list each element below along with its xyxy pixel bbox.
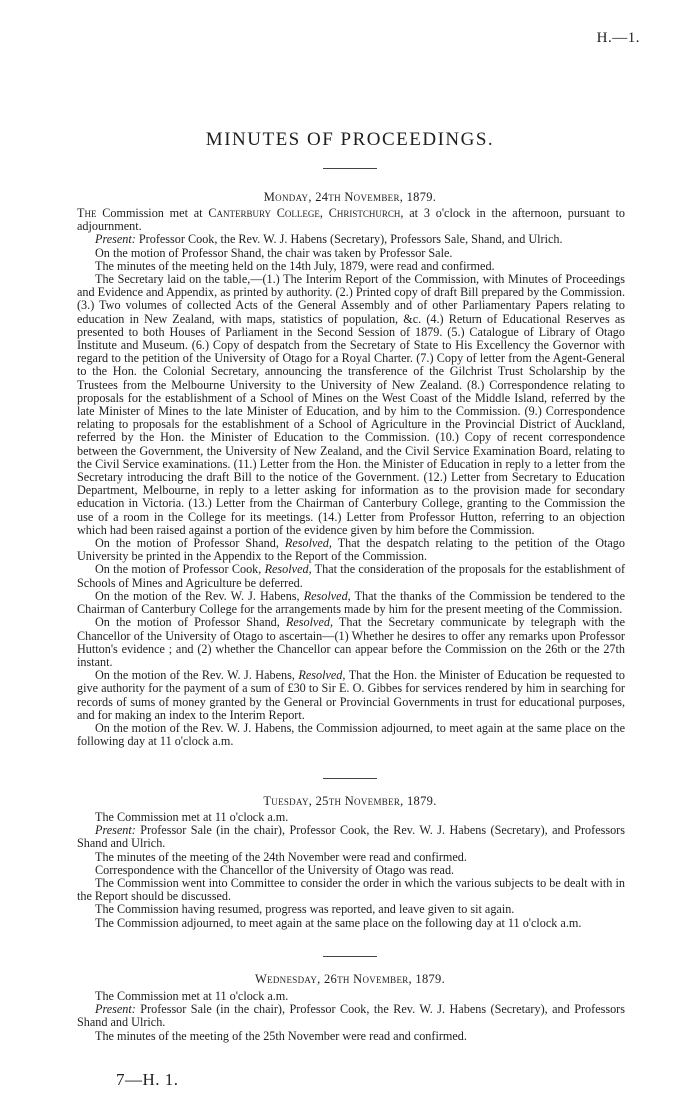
meeting-wednesday-body bbox=[77, 990, 625, 1043]
meeting-date-wednesday: Wednesday, 26th November, 1879. bbox=[254, 972, 446, 986]
section-divider bbox=[323, 778, 377, 779]
page-reference: H.—1. bbox=[596, 30, 640, 46]
adjournment-paragraph: On the motion of the Rev. W. J. Habens, the Commission adjourned, to meet again at the same place on the following day at 11 o'clock a.m. bbox=[77, 720, 625, 749]
minute-paragraph: The minutes of the meeting of the 25th November were read and confirmed. bbox=[95, 1028, 467, 1043]
minute-paragraph: The minutes of the meeting held on the 14th July, 1879, were read and confirmed. bbox=[95, 258, 495, 273]
resolution-paragraph: On the motion of the Rev. W. J. Habens, Resolved, That the Hon. the Minister of Education be requested to give authority for the payment of a sum of £30 to Sir E. O. Gibbes for services rendered by him in searching for records of sums of money granted by the General or Provincial Governments in trust for educational purposes, and for making an index to the Interim Report. bbox=[77, 668, 625, 722]
meeting-tuesday-body bbox=[77, 811, 625, 930]
minute-paragraph: On the motion of Professor Shand, the chair was taken by Professor Sale. bbox=[95, 245, 453, 260]
signature-mark: 7—H. 1. bbox=[116, 1070, 179, 1089]
present-line: Present: Professor Cook, the Rev. W. J. Habens (Secretary), Professors Sale, Shand, and Ulrich. bbox=[95, 232, 563, 247]
resolution-paragraph: On the motion of Professor Shand, Resolved, That the despatch relating to the petition of the Otago University be printed in the Appendix to the Report of the Commission. bbox=[77, 536, 625, 564]
meeting-date-tuesday: Tuesday, 25th November, 1879. bbox=[263, 794, 437, 808]
present-line: Present: Professor Sale (in the chair), Professor Cook, the Rev. W. J. Habens (Secretary), and Professors Shand and Ulrich. bbox=[77, 823, 625, 851]
minute-paragraph: The Commission having resumed, progress was reported, and leave given to sit again. bbox=[95, 902, 515, 917]
section-divider bbox=[323, 956, 377, 957]
minute-paragraph: Correspondence with the Chancellor of the University of Otago was read. bbox=[95, 862, 455, 877]
title-divider bbox=[323, 168, 377, 169]
resolution-paragraph: On the motion of the Rev. W. J. Habens, Resolved, That the thanks of the Commission be tendered to the Chairman of Canterbury College for the arrangements made by him for the present meeting of the Commission. bbox=[77, 588, 625, 617]
page-title: MINUTES OF PROCEEDINGS. bbox=[205, 129, 495, 150]
meeting-opening: The Commission met at Canterbury College, Christchurch, at 3 o'clock in the afternoon, pursuant to adjournment. bbox=[77, 206, 625, 234]
minute-paragraph: The Commission went into Committee to consider the order in which the various subjects to be dealt with in the Report should be discussed. bbox=[77, 876, 625, 904]
resolution-paragraph: On the motion of Professor Shand, Resolved, That the Secretary communicate by telegraph with the Chancellor of the University of Otago to ascertain—(1) Whether he desires to offer any remarks upon Professor Hutton's evidence ; and (2) whether the Chancellor can appear before the Commission on the 26th or the 27th instant. bbox=[77, 615, 625, 669]
resolution-paragraph: On the motion of Professor Cook, Resolved, That the consideration of the proposals for the establishment of Schools of Mines and Agriculture be deferred. bbox=[77, 562, 625, 590]
minute-paragraph: The Secretary laid on the table,—(1.) The Interim Report of the Commission, with Minutes of Proceedings and Evidence and Appendix, as printed by authority. (2.) Printed copy of draft Bill prepared by the Commission. (3.) Two volumes of collected Acts of the General Assembly and of other Parliamentary Papers relating to education in New Zealand, with maps, statistics of population, &c. (4.) Return of Educational Reserves as presented to both Houses of Parliament in the Second Session of 1879. (5.) Catalogue of Library of Otago Institute and Museum. (6.) Copy of despatch from the Secretary of State to His Excellency the Governor with regard to the petition of the University of Otago for a Royal Charter. (7.) Copy of letter from the Agent-General to the Hon. the Colonial Secretary, announcing the transference of the Gilchrist Trust Scholarship by the Trustees from the Melbourne University to the University of New Zealand. (8.) Correspondence relating to proposals for the establishment of a School of Mines on the West Coast of the Middle Island, referred by the late Minister of Mines to the late Minister of Education, and by him to the Commission. (9.) Correspondence relating to proposals for the establishment of a School of Agriculture in the Provincial District of Auckland, referred by the Hon. the Minister of Education to the Commission. (10.) Copy of recent correspondence between the Government, the University of New Zealand, and the Civil Service Examination Board, relating to the Civil Service examinations. (11.) Letter from the Hon. the Minister of Education in reply to a letter from the Secretary introducing the draft Bill to the notice of the Government. (12.) Letter from Secretary to Education Department, Melbourne, in reply to a letter asking for information as to the provision made for secondary education in Victoria. (13.) Letter from the Chairman of Canterbury College, granting to the Commission the use of a room in the College for its meetings. (14.) Letter from Professor Hutton, referring to an objection which had been raised against a portion of the evidence given by him before the Commission. bbox=[77, 272, 625, 537]
minute-paragraph: The minutes of the meeting of the 24th November were read and confirmed. bbox=[95, 849, 467, 864]
adjournment-paragraph: The Commission adjourned, to meet again at the same place on the following day at 11 o'clock a.m. bbox=[95, 915, 582, 930]
meeting-opening: The Commission met at 11 o'clock a.m. bbox=[95, 989, 289, 1003]
meeting-monday-body bbox=[77, 207, 625, 748]
meeting-date-monday: Monday, 24th November, 1879. bbox=[263, 190, 437, 204]
present-line: Present: Professor Sale (in the chair), Professor Cook, the Rev. W. J. Habens (Secretary), and Professors Shand and Ulrich. bbox=[77, 1002, 625, 1030]
meeting-opening: The Commission met at 11 o'clock a.m. bbox=[95, 810, 289, 824]
